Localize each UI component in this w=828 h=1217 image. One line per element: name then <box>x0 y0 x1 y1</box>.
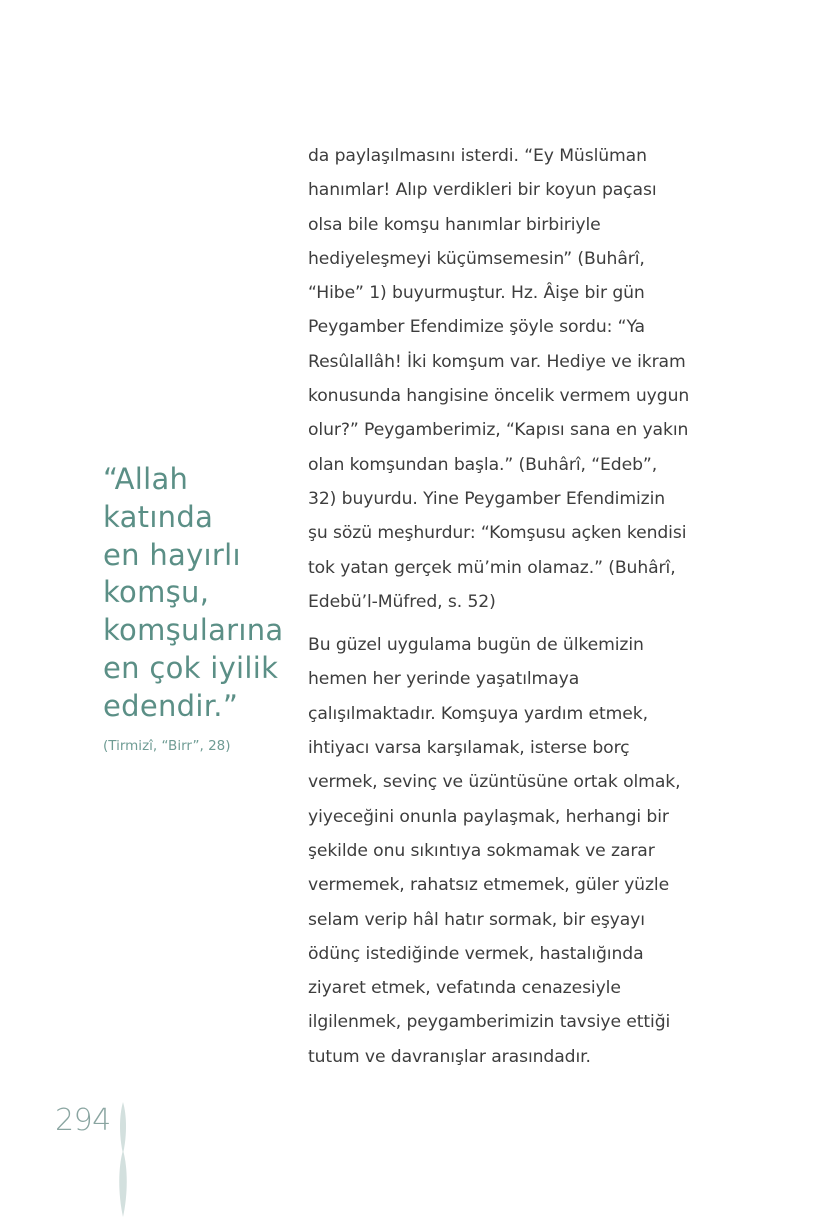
body-line: hediyeleşmeyi küçümsemesin” (Buhârî, <box>308 248 645 269</box>
body-line: 32) buyurdu. Yine Peygamber Efendimizin <box>308 488 666 509</box>
body-line: olur?” Peygamberimiz, “Kapısı sana en yakın <box>308 420 689 441</box>
body-line: ilgilenmek, peygamberimizin tavsiye ettiği <box>308 1012 671 1033</box>
body-line: olsa bile komşu hanımlar birbiriyle <box>308 214 601 235</box>
body-line: çalışılmaktadır. Komşuya yardım etmek, <box>308 703 648 724</box>
body-line: ihtiyacı varsa karşılamak, isterse borç <box>308 738 630 759</box>
body-line: tutum ve davranışlar arasındadır. <box>308 1046 591 1067</box>
body-line: Edebü’l-Müfred, s. 52) <box>308 591 496 612</box>
pull-quote-text <box>103 461 293 726</box>
body-paragraph-2 <box>308 628 698 1074</box>
page-number: 294 <box>55 1103 111 1138</box>
body-line: vermemek, rahatsız etmemek, güler yüzle <box>308 875 670 896</box>
body-line: da paylaşılmasını isterdi. “Ey Müslüman <box>308 146 647 166</box>
body-text-column <box>308 139 698 1074</box>
body-line: tok yatan gerçek mü’min olamaz.” (Buhârî, <box>308 557 676 578</box>
body-line: Resûlallâh! İki komşum var. Hediye ve ikram <box>308 351 686 372</box>
body-line: olan komşundan başla.” (Buhârî, “Edeb”, <box>308 454 658 475</box>
pull-quote-line: edendir.” <box>103 688 239 723</box>
body-line: şekilde onu sıkıntıya sokmamak ve zarar <box>308 840 655 861</box>
body-paragraph-1 <box>308 139 698 619</box>
pull-quote-citation: (Tirmizî, “Birr”, 28) <box>103 737 231 754</box>
pull-quote-line: “Allah <box>103 462 189 496</box>
body-line: vermek, sevinç ve üzüntüsüne ortak olmak, <box>308 772 681 793</box>
pull-quote-line: komşu, <box>103 575 210 610</box>
folio-ornament-icon <box>115 1102 131 1217</box>
body-line: Bu güzel uygulama bugün de ülkemizin <box>308 635 644 656</box>
body-line: şu sözü meşhurdur: “Komşusu açken kendisi <box>308 523 687 544</box>
pull-quote-line: katında <box>103 499 214 534</box>
pull-quote <box>103 461 293 754</box>
pull-quote-line: en çok iyilik <box>103 650 279 685</box>
body-line: “Hibe” 1) buyurmuştur. Hz. Âişe bir gün <box>308 283 645 304</box>
body-line: Peygamber Efendimize şöyle sordu: “Ya <box>308 317 645 338</box>
body-line: hemen her yerinde yaşatılmaya <box>308 669 580 690</box>
pull-quote-line: komşularına <box>103 613 284 648</box>
pull-quote-line: en hayırlı <box>103 537 241 572</box>
body-line: hanımlar! Alıp verdikleri bir koyun paçası <box>308 180 657 201</box>
body-line: selam verip hâl hatır sormak, bir eşyayı <box>308 909 645 930</box>
body-line: konusunda hangisine öncelik vermem uygun <box>308 386 690 407</box>
body-line: yiyeceğini onunla paylaşmak, herhangi bir <box>308 806 669 827</box>
body-line: ziyaret etmek, vefatında cenazesiyle <box>308 978 621 999</box>
body-line: ödünç istediğinde vermek, hastalığında <box>308 943 644 964</box>
